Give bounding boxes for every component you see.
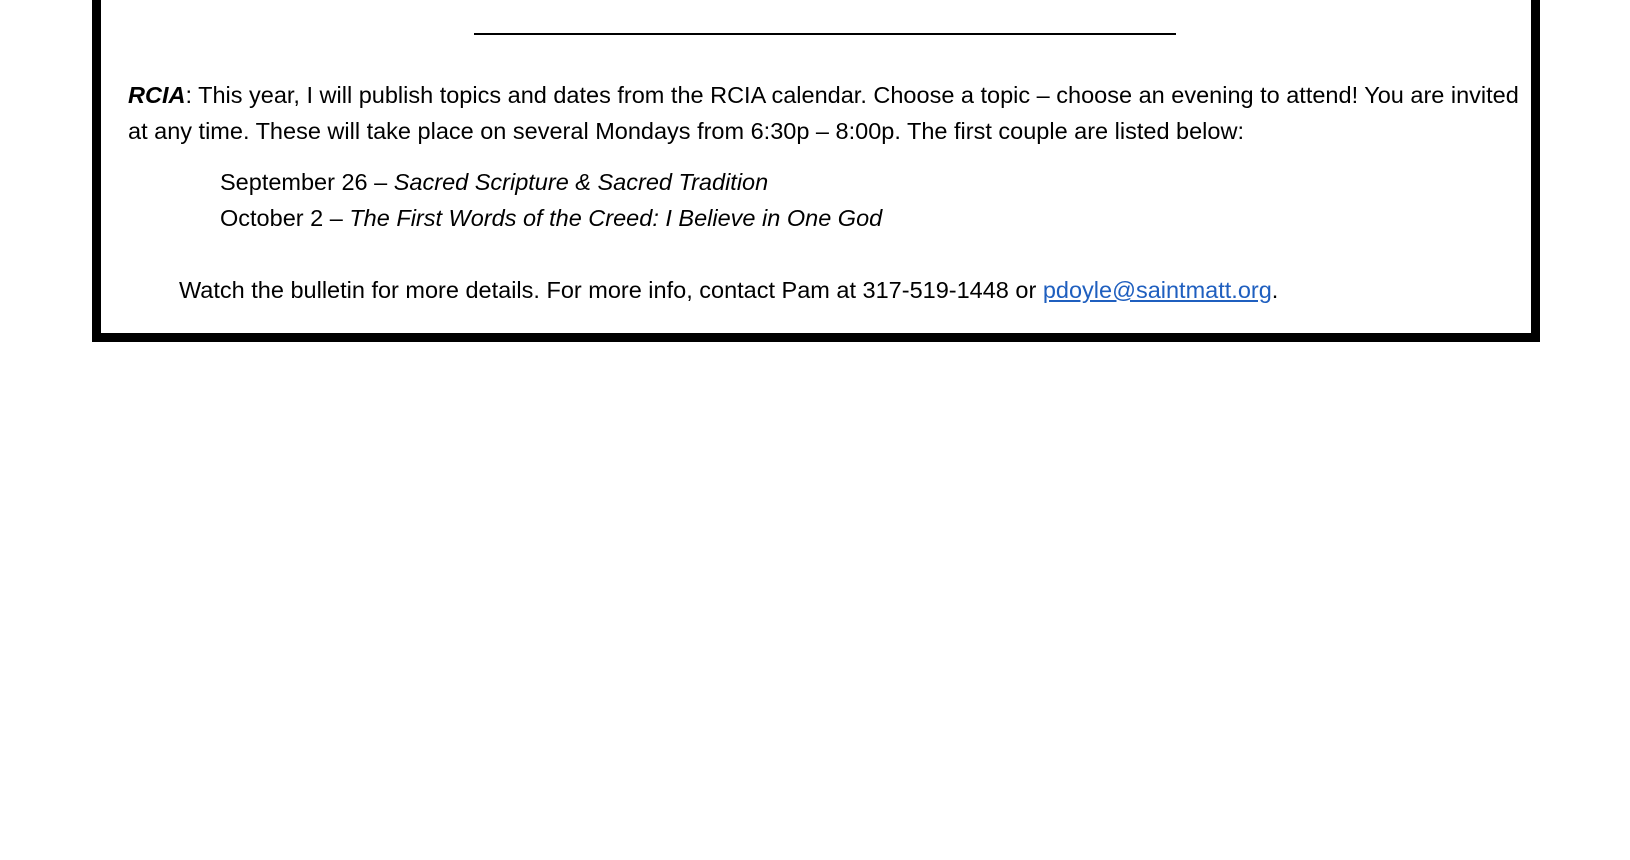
rcia-intro xyxy=(128,77,1523,149)
session-item xyxy=(220,164,768,200)
rcia-intro-text: : This year, I will publish topics and dates from the RCIA calendar. Choose a topic – choose an evening to attend! You are invited at any time. These will take place on several Mondays from 6:30p – 8:00p. The first couple are listed below: xyxy=(128,82,1519,144)
session-date: September 26 – xyxy=(220,169,394,195)
session-topic: The First Words of the Creed: I Believe in One God xyxy=(349,205,883,231)
rcia-paragraph xyxy=(128,77,1523,149)
session-topic: Sacred Scripture & Sacred Tradition xyxy=(393,169,769,195)
contact-footer xyxy=(179,272,1278,308)
divider-line xyxy=(474,33,1176,35)
footer-text: Watch the bulletin for more details. For more info, contact Pam at 317-519-1448 or xyxy=(179,277,1043,303)
notice-box xyxy=(92,0,1540,342)
footer-period: . xyxy=(1271,277,1279,303)
rcia-label: RCIA xyxy=(128,82,186,108)
session-date: October 2 – xyxy=(220,205,350,231)
session-item xyxy=(220,200,882,236)
contact-email-link[interactable]: pdoyle@saintmatt.org xyxy=(1042,277,1272,303)
